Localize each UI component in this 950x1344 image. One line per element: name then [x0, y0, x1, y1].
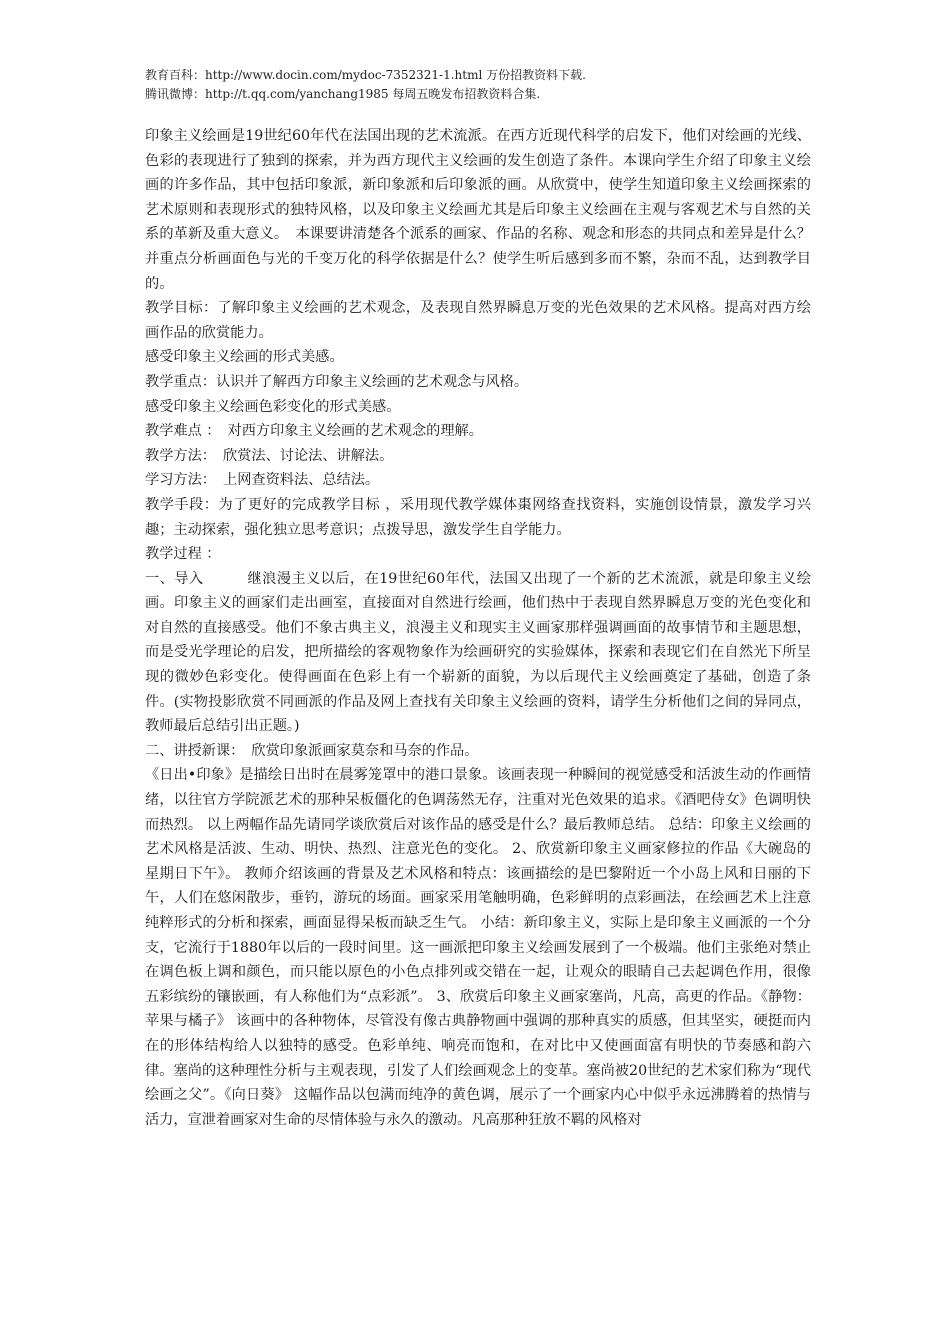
header-line-docin: 教育百科：http://www.docin.com/mydoc-7352321-1.html 万份招教资料下载. [145, 68, 586, 82]
paragraph-color-beauty: 感受印象主义绘画色彩变化的形式美感。 [145, 398, 401, 415]
paragraph-learning-method: 学习方法： 上网查资料法、总结法。 [145, 472, 380, 489]
paragraph-process-heading: 教学过程 ： [145, 546, 221, 563]
paragraph-teaching-method: 教学方法： 欣赏法、讨论法、讲解法。 [145, 447, 394, 464]
paragraph-artwork-analysis: 《日出•印象》是描绘日出时在晨雾笼罩中的港口景象。该画表现一种瞬间的视觉感受和活波生动的作画情绪，以往官方学院派艺术的那种呆板僵化的色调荡然无存，注重对光色效果的追求。《酒吧侍女》色调明快而热烈。 以上两幅作品先请同学谈欣赏后对该作品的感受是什么？最后教师总结。 总结：印象主义绘画的艺术风格是活波、生动、明快、热烈、注意光色的变化。 2、欣赏新印象主义画家修拉的作品《大碗岛的星期日下午》。 教师介绍该画的背景及艺术风格和特点：该画描绘的是巴黎附近一个小岛上风和日丽的下午，人们在悠闲散步，垂钓，游玩的场面。画家采用笔触明确，色彩鲜明的点彩画法，在绘画艺术上注意纯粹形式的分析和探索，画面显得呆板而缺乏生气。 小结：新印象主义，实际上是印象主义画派的一个分支，它流行于1880年以后的一段时间里。这一画派把印象主义绘画发展到了一个极端。他们主张绝对禁止在调色板上调和颜色，而只能以原色的小色点排列或交错在一起，让观众的眼睛自己去起调色作用，很像五彩缤纷的镶嵌画，有人称他们为“点彩派”。 3、欣赏后印象主义画家塞尚，凡高，高更的作品。《静物：苹果与橘子》 该画中的各种物体，尽管没有像古典静物画中强调的那种真实的质感，但其坚实，硬挺而内在的形体结构给人以独特的感受。色彩单纯、响亮而饱和，在对比中又使画面富有明快的节奏感和韵六律。塞尚的这种理性分析与主观表现，引发了人们绘画观念上的变革。塞尚被20世纪的艺术家们称为“现代绘画之父”。《向日葵》 这幅作品以包满而纯净的黄色调，展示了一个画家内心中似乎永远沸腾着的热情与活力，宣泄着画家对生命的尽情体验与永久的激动。凡高那种狂放不羁的风格对 [145, 767, 811, 1128]
paragraph-teaching-goal: 教学目标：了解印象主义绘画的艺术观念，及表现自然界瞬息万变的光色效果的艺术风格。提高对西方绘画作品的欣赏能力。 [145, 300, 811, 341]
document-body [145, 124, 811, 1132]
header-line-weibo: 腾讯微博：http://t.qq.com/yanchang1985 每周五晚发布招教资料合集. [145, 87, 541, 101]
paragraph-introduction-section: 一、导入 继浪漫主义以后，在19世纪60年代，法国又出现了一个新的艺术流派，就是印象主义绘画。印象主义的画家们走出画室，直接面对自然进行绘画，他们热中于表现自然界瞬息万变的光色变化和对自然的直接感受。他们不象古典主义，浪漫主义和现实主义画家那样强调画面的故事情节和主题思想，而是受光学理论的启发，把所描绘的客观物象作为绘画研究的实验媒体，探索和表现它们在自然光下所呈现的微妙色彩变化。使得画面在色彩上有一个崭新的面貌，为以后现代主义绘画奠定了基础，创造了条件。(实物投影欣赏不同画派的作品及网上查找有关印象主义绘画的资料，请学生分析他们之间的异同点，教师最后总结引出正题。) [145, 570, 811, 735]
paragraph-teaching-focus: 教学重点：认识并了解西方印象主义绘画的艺术观念与风格。 [145, 373, 529, 390]
paragraph-form-beauty: 感受印象主义绘画的形式美感。 [145, 349, 344, 366]
paragraph-new-lesson-heading: 二、讲授新课： 欣赏印象派画家莫奈和马奈的作品。 [145, 742, 479, 759]
paragraph-teaching-difficulty: 教学难点 ： 对西方印象主义绘画的艺术观念的理解。 [145, 423, 483, 440]
page-header [145, 66, 845, 104]
paragraph-teaching-means: 教学手段：为了更好的完成教学目标 ，采用现代教学媒体棗网络查找资料，实施创设情景，激发学习兴趣；主动探索，强化独立思考意识；点拨导思，激发学生自学能力。 [145, 496, 811, 538]
paragraph-intro: 印象主义绘画是19世纪60年代在法国出现的艺术流派。在西方近现代科学的启发下，他们对绘画的光线、色彩的表现进行了独到的探索，并为西方现代主义绘画的发生创造了条件。本课向学生介绍了印象主义绘画的许多作品，其中包括印象派，新印象派和后印象派的画。从欣赏中，使学生知道印象主义绘画探索的艺术原则和表现形式的独特风格，以及印象主义绘画尤其是后印象主义绘画在主观与客观艺术与自然的关系的革新及重大意义。 本课要讲清楚各个派系的画家、作品的名称、观念和形态的共同点和差异是什么？并重点分析画面色与光的千变万化的科学依据是什么？使学生听后感到多而不繁，杂而不乱，达到教学目的。 [145, 128, 811, 292]
